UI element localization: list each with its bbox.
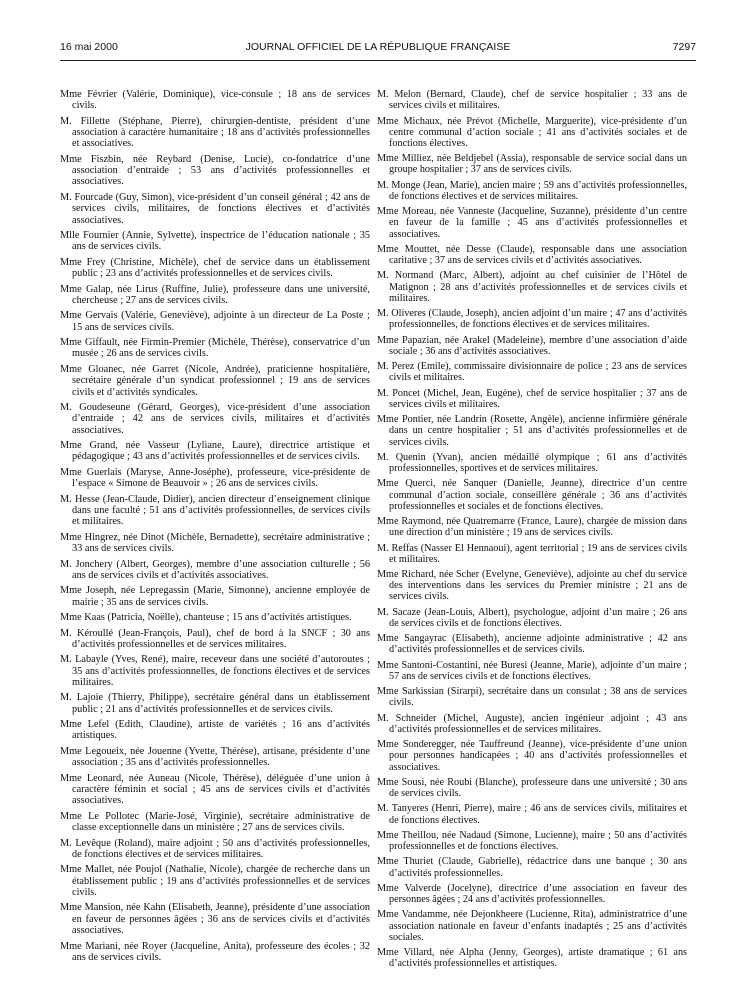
list-item: Mme Michaux, née Prévot (Michelle, Marguerite), vice-présidente d’un centre communal d’action sociale ; 41 ans d’activités sociales et de fonctions électives. <box>377 115 687 149</box>
list-item: Mme Frey (Christine, Michèle), chef de service dans un établissement public ; 23 ans d’activités professionnelles et de services civils. <box>60 256 370 280</box>
list-item: Mme Kaas (Patricia, Noëlle), chanteuse ; 15 ans d’activités artistiques. <box>60 612 352 624</box>
list-item: M. Kéroullé (Jean-François, Paul), chef de bord à la SNCF ; 30 ans d’activités professionnelles et de services militaires. <box>60 627 370 650</box>
list-item: M. Tanyeres (Henri, Pierre), maire ; 46 ans de services civils, militaires et de fonctions électives. <box>377 803 687 826</box>
list-item: M. Melon (Bernard, Claude), chef de service hospitalier ; 33 ans de services civils et militaires. <box>377 89 687 112</box>
list-item: Mme Leonard, née Auneau (Nicole, Thérèse), déléguée d’une union à caractère féminin et social ; 45 ans de services civils et d’activités associatives. <box>60 772 370 807</box>
page-header <box>60 41 696 57</box>
list-item: Mme Guerlais (Maryse, Anne-Joséphe), professeure, vice-présidente de l’espace « Simone de Beauvoir » ; 26 ans de services civils. <box>60 466 370 490</box>
list-item: Mme Grand, née Vasseur (Lyliane, Laure), directrice artistique et pédagogique ; 43 ans d’activités professionnelles et de services civils. <box>60 440 370 463</box>
list-item: Mme Hingrez, née Dinot (Michèle, Bernadette), secrétaire administrative ; 33 ans de services civils. <box>60 531 370 555</box>
issue-date: 16 mai 2000 <box>60 41 118 53</box>
list-item: Mme Pontier, née Landrin (Rosette, Angèle), ancienne infirmière générale dans un centre hospitalier ; 51 ans d’activités professionnelles et de services civils. <box>377 414 687 448</box>
list-item: Mme Theillou, née Nadaud (Simone, Lucienne), maire ; 50 ans d’activités professionnelles et de fonctions électives. <box>377 829 687 853</box>
left-column <box>60 89 370 967</box>
list-item: Mme Mouttet, née Desse (Claude), responsable dans une association caritative ; 37 ans de services civils et d’activités associatives. <box>377 243 687 267</box>
list-item: M. Perez (Emile), commissaire divisionnaire de police ; 23 ans de services civils et militaires. <box>377 361 687 384</box>
list-item: M. Hesse (Jean-Claude, Didier), ancien directeur d’enseignement clinique dans une faculté ; 51 ans d’activités professionnelles, de services civils et militaires. <box>60 493 370 528</box>
list-item: M. Labayle (Yves, René), maire, receveur dans une société d’autoroutes ; 35 ans d’activités professionnelles, de fonctions électives et de services militaires. <box>60 654 370 688</box>
list-item: Mme Gervais (Valérie, Geneviève), adjointe à un directeur de La Poste ; 15 ans de services civils. <box>60 310 370 333</box>
list-item: Mme Mansion, née Kahn (Elisabeth, Jeanne), présidente d’une association en faveur de personnes âgées ; 36 ans de services civils et d’activités associatives. <box>60 902 370 937</box>
list-item: M. Schneider (Michel, Auguste), ancien ingénieur adjoint ; 43 ans d’activités professionnelles et de services militaires. <box>377 712 687 735</box>
list-item: Mme Février (Valérie, Dominique), vice-consule ; 18 ans de services civils. <box>60 89 370 112</box>
list-item: Mme Richard, née Scher (Evelyne, Geneviève), adjointe au chef du service des interventions dans les services du Premier ministre ; 21 ans de services civils. <box>377 569 687 603</box>
list-item: M. Normand (Marc, Albert), adjoint au chef cuisinier de l’Hôtel de Matignon ; 28 ans d’activités professionnelles et de services civils et militaires. <box>377 270 687 304</box>
list-item: M. Levêque (Roland), maire adjoint ; 50 ans d’activités professionnelles, de fonctions électives et de services militaires. <box>60 837 370 860</box>
list-item: Mme Galap, née Lirus (Ruffine, Julie), professeure dans une université, chercheuse ; 27 ans de services civils. <box>60 283 370 306</box>
list-item: Mme Lefel (Edith, Claudine), artiste de variétés ; 16 ans d’activités artistiques. <box>60 719 370 742</box>
list-item: Mme Moreau, née Vanneste (Jacqueline, Suzanne), présidente d’un centre en faveur de la famille ; 45 ans d’activités professionnelles et associatives. <box>377 206 687 240</box>
list-item: M. Oliveres (Claude, Joseph), ancien adjoint d’un maire ; 47 ans d’activités professionnelles, de fonctions électives et de services militaires. <box>377 308 687 331</box>
list-item: Mme Querci, née Sanquer (Danielle, Jeanne), directrice d’un centre communal d’action sociale, conseillère générale ; 36 ans d’activités professionnelles et sociales et de fonctions électives. <box>377 478 687 512</box>
list-item: Mme Raymond, née Quatremarre (France, Laure), chargée de mission dans une direction d’un ministère ; 19 ans de services civils. <box>377 516 687 539</box>
list-item: Mme Gloanec, née Garret (Nicole, Andrée), praticienne hospitalière, secrétaire générale d’un syndicat professionnel ; 19 ans de services civils et d’activités syndicales. <box>60 363 370 398</box>
list-item: Mme Sonderegger, née Tauffreund (Jeanne), vice-présidente d’une union pour personnes handicapées ; 40 ans d’activités professionnelles et associatives. <box>377 739 687 773</box>
list-item: M. Lajoie (Thierry, Philippe), secrétaire général dans un établissement public ; 21 ans d’activités professionnelles et de services civils. <box>60 692 370 715</box>
list-item: Mme Le Pollotec (Marie-José, Virginie), secrétaire administrative de classe exceptionnelle dans un ministère ; 27 ans de services civils. <box>60 810 370 834</box>
list-item: Mme Thuriet (Claude, Gabrielle), rédactrice dans une banque ; 30 ans d’activités professionnelles. <box>377 856 687 879</box>
list-item: Mme Sangayrac (Elisabeth), ancienne adjointe administrative ; 42 ans d’activités professionnelles et de services civils. <box>377 633 687 656</box>
list-item: M. Reffas (Nasser El Hennaoui), agent territorial ; 19 ans de services civils et militaires. <box>377 542 687 565</box>
list-item: Mme Papazian, née Arakel (Madeleine), membre d’une association d’aide sociale ; 36 ans d’activités associatives. <box>377 334 687 357</box>
list-item: Mme Joseph, née Lepregassin (Marie, Simonne), ancienne employée de mairie ; 35 ans de services civils. <box>60 585 370 608</box>
list-item: M. Fillette (Stéphane, Pierre), chirurgien-dentiste, président d’une association à caractère humanitaire ; 18 ans d’activités professionnelles et associatives. <box>60 115 370 150</box>
journal-title: JOURNAL OFFICIEL DE LA RÉPUBLIQUE FRANÇAISE <box>245 41 511 53</box>
list-item: Mme Vandamme, née Dejonkheere (Lucienne, Rita), administratrice d’une association nationale en faveur d’enfants inadaptés ; 25 ans d’activités sociales. <box>377 909 687 943</box>
list-item: M. Quenin (Yvan), ancien médaillé olympique ; 61 ans d’activités professionnelles, sportives et de services militaires. <box>377 451 687 475</box>
list-item: Mme Sousi, née Roubi (Blanche), professeure dans une université ; 30 ans de services civils. <box>377 776 687 800</box>
page-number: 7297 <box>672 41 696 53</box>
list-item: Mlle Fournier (Annie, Sylvette), inspectrice de l’éducation nationale ; 35 ans de services civils. <box>60 230 370 253</box>
list-item: Mme Legoueix, née Jouenne (Yvette, Thérèse), artisane, présidente d’une association ; 35 ans d’activités professionnelles. <box>60 745 370 769</box>
list-item: Mme Villard, née Alpha (Jenny, Georges), artiste dramatique ; 61 ans d’activités professionnelles et artistiques. <box>377 947 687 970</box>
list-item: M. Monge (Jean, Marie), ancien maire ; 59 ans d’activités professionnelles, de fonctions électives et de services militaires. <box>377 179 687 202</box>
list-item: Mme Mariani, née Royer (Jacqueline, Anita), professeure des écoles ; 32 ans de services civils. <box>60 940 370 963</box>
list-item: M. Poncet (Michel, Jean, Eugène), chef de service hospitalier ; 37 ans de services civils et militaires. <box>377 387 687 410</box>
list-item: M. Fourcade (Guy, Simon), vice-président d’un conseil général ; 42 ans de services civils, militaires, de fonctions électives et d’activités associatives. <box>60 191 370 226</box>
list-item: M. Goudeseune (Gérard, Georges), vice-président d’une association d’entraide ; 42 ans de services civils, militaires et d’activités associatives. <box>60 402 370 436</box>
list-item: Mme Mallet, née Poujol (Nathalie, Nicole), chargée de recherche dans un établissement public ; 19 ans d’activités professionnelles et de services civils. <box>60 864 370 898</box>
list-item: Mme Fiszbin, née Reybard (Denise, Lucie), co-fondatrice d’une association d’entraide ; 53 ans d’activités professionnelles et associatives. <box>60 153 370 188</box>
list-item: M. Sacaze (Jean-Louis, Albert), psychologue, adjoint d’un maire ; 26 ans de services civils et de fonctions électives. <box>377 606 687 629</box>
header-rule <box>60 60 696 61</box>
list-item: Mme Valverde (Jocelyne), directrice d’une association en faveur des personnes âgées ; 24 ans d’activités professionnelles. <box>377 882 687 906</box>
right-column <box>377 89 687 974</box>
list-item: M. Jonchery (Albert, Georges), membre d’une association culturelle ; 56 ans de services civils et d’activités associatives. <box>60 558 370 581</box>
list-item: Mme Santoni-Costantini, née Buresi (Jeanne, Marie), adjointe d’un maire ; 57 ans de services civils et de fonctions électives. <box>377 659 687 682</box>
list-item: Mme Milliez, née Beldjebel (Assia), responsable de service social dans un groupe hospitalier ; 37 ans de services civils. <box>377 153 687 176</box>
list-item: Mme Giffault, née Firmin-Premier (Michèle, Thérèse), conservatrice d’un musée ; 26 ans de services civils. <box>60 337 370 360</box>
list-item: Mme Sarkissian (Sirarpi), secrétaire dans un consulat ; 38 ans de services civils. <box>377 686 687 709</box>
